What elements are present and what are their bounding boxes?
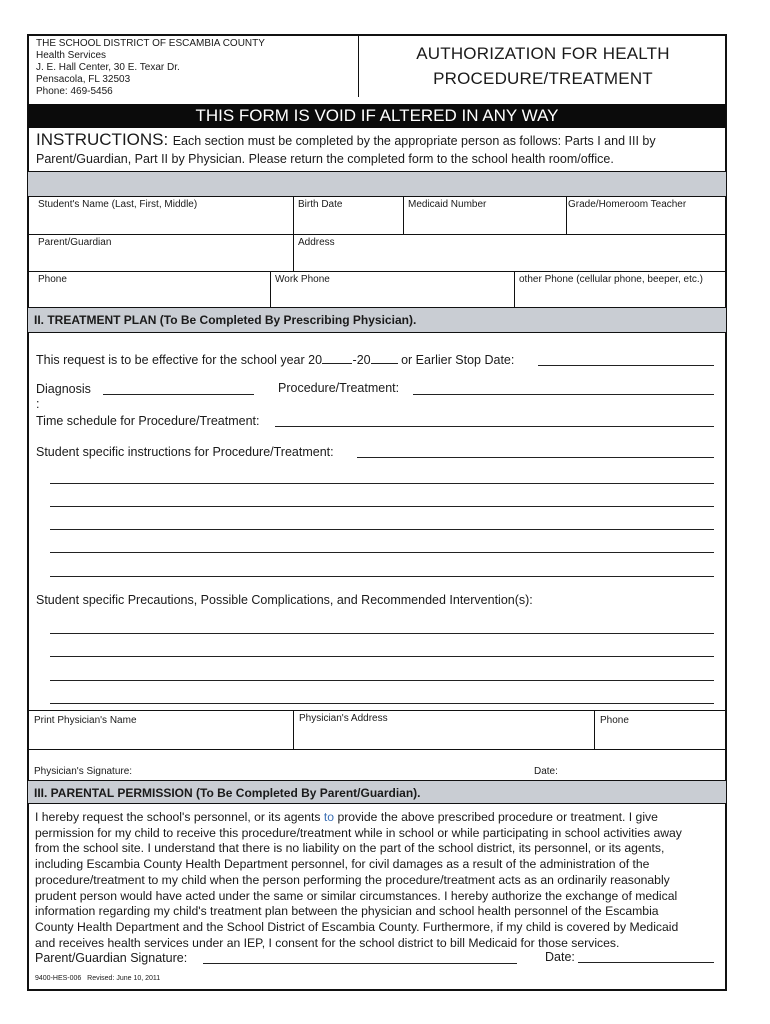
part1-row-divider-2 xyxy=(28,271,726,272)
physician-phone-field[interactable] xyxy=(597,728,724,747)
medicaid-number-field[interactable] xyxy=(406,212,563,232)
physician-date-field[interactable] xyxy=(566,756,721,778)
part1-col-divider-1 xyxy=(293,197,294,271)
form-title-line2: PROCEDURE/TREATMENT xyxy=(433,69,653,88)
physician-address-field[interactable] xyxy=(296,726,591,747)
stop-date-field[interactable] xyxy=(538,365,714,366)
physician-row-top xyxy=(28,710,726,711)
part1-col-divider-2 xyxy=(403,197,404,234)
instructions xyxy=(36,128,656,152)
form-title-line1: AUTHORIZATION FOR HEALTH xyxy=(416,44,670,63)
medicaid-number-label: Medicaid Number xyxy=(408,199,487,210)
instructions-heading: INSTRUCTIONS: xyxy=(36,130,169,149)
grade-teacher-label: Grade/Homeroom Teacher xyxy=(568,199,687,210)
birth-date-label: Birth Date xyxy=(298,199,343,210)
permission-line-7: information regarding my child's treatment plan between the physician and school health personnel of the Escambia xyxy=(35,904,659,919)
instructions-line-2[interactable] xyxy=(50,506,714,507)
part1-row-divider-1 xyxy=(28,234,726,235)
permission-line-9: and receives health services under an IEP, I consent for the school district to bill Medicaid for those services. xyxy=(35,935,620,950)
phone-field[interactable] xyxy=(30,287,268,305)
part1-col-divider-5 xyxy=(514,271,515,307)
instructions-line-4[interactable] xyxy=(50,552,714,553)
parent-signature-field[interactable] xyxy=(203,963,517,964)
other-phone-label: other Phone (cellular phone, beeper, etc.) xyxy=(519,274,704,285)
permission-line-2: permission for my child to receive this procedure/treatment while in school or while participating in school activities away xyxy=(35,825,682,840)
effective-suffix: or Earlier Stop Date: xyxy=(401,353,515,367)
specific-instructions-label: Student specific instructions for Procedure/Treatment: xyxy=(36,445,334,459)
physician-signature-label: Physician's Signature: xyxy=(34,766,133,777)
precautions-label: Student specific Precautions, Possible Complications, and Recommended Intervention(s): xyxy=(36,593,533,607)
part2-heading: II. TREATMENT PLAN (To Be Completed By Prescribing Physician). xyxy=(28,307,726,333)
permission-text xyxy=(35,810,682,951)
header-divider xyxy=(358,35,359,97)
permission-line-8: County Health Department and the School District of Escambia County. Furthermore, if my child is covered by Medicaid xyxy=(35,919,679,934)
parent-guardian-field[interactable] xyxy=(30,250,290,269)
part3-heading: III. PARENTAL PERMISSION (To Be Completed By Parent/Guardian). xyxy=(28,780,726,804)
school-year-end-field[interactable] xyxy=(371,352,398,364)
time-schedule-field[interactable] xyxy=(275,426,714,427)
diagnosis-field[interactable] xyxy=(103,394,254,395)
instructions-line-5[interactable] xyxy=(50,576,714,577)
district-address: J. E. Hall Center, 30 E. Texar Dr. xyxy=(36,62,180,73)
instructions-line-1[interactable] xyxy=(50,483,714,484)
part1-col-divider-3 xyxy=(566,197,567,234)
birth-date-field[interactable] xyxy=(296,212,400,232)
effective-year-line xyxy=(36,352,514,368)
effective-mid: -20 xyxy=(352,353,371,367)
physician-col-divider-1 xyxy=(293,710,294,749)
precautions-line-4[interactable] xyxy=(50,703,714,704)
other-phone-field[interactable] xyxy=(517,287,724,305)
precautions-line-2[interactable] xyxy=(50,656,714,657)
district-city: Pensacola, FL 32503 xyxy=(36,74,131,85)
permission-line-1: I hereby request the school's personnel, or its agents to provide the above prescribed procedure or treatment. I give xyxy=(35,810,658,824)
phone-label: Phone xyxy=(38,274,67,285)
students-name-field[interactable] xyxy=(30,212,290,232)
precautions-line-3[interactable] xyxy=(50,680,714,681)
permission-line-6: prudent person would have acted under the same or similar circumstances. I hereby authorize the exchange of medical xyxy=(35,888,678,903)
diagnosis-colon: : xyxy=(36,397,40,411)
specific-instructions-field[interactable] xyxy=(357,457,714,458)
form-number: 9400-HES-006 Revised: June 10, 2011 xyxy=(35,975,161,982)
form-title xyxy=(360,42,726,91)
permission-line-3: from the school site. I understand that there is no liability on the part of the school district, its personnel, or its agents, xyxy=(35,841,665,856)
precautions-line-1[interactable] xyxy=(50,633,714,634)
instructions-line-3[interactable] xyxy=(50,529,714,530)
print-physician-name-label: Print Physician's Name xyxy=(34,715,137,726)
district-name: THE SCHOOL DISTRICT OF ESCAMBIA COUNTY xyxy=(36,38,265,49)
physician-row-bottom xyxy=(28,749,726,750)
parent-date-label: Date: xyxy=(545,950,575,964)
work-phone-label: Work Phone xyxy=(275,274,330,285)
physician-phone-label: Phone xyxy=(600,715,629,726)
district-info xyxy=(36,38,265,98)
department-name: Health Services xyxy=(36,50,107,61)
address-field[interactable] xyxy=(296,250,724,269)
permission-line-5: procedure/treatment to my child when the person performing the procedure/treatment acts as an ordinarily reasonably xyxy=(35,872,670,887)
students-name-label: Student's Name (Last, First, Middle) xyxy=(38,199,198,210)
physician-signature-field[interactable] xyxy=(135,756,515,778)
part1-header-bar xyxy=(28,171,726,197)
work-phone-field[interactable] xyxy=(273,287,512,305)
procedure-treatment-label: Procedure/Treatment: xyxy=(278,381,400,395)
void-notice: THIS FORM IS VOID IF ALTERED IN ANY WAY xyxy=(28,104,726,128)
instructions-text-2: Parent/Guardian, Part II by Physician. Please return the completed form to the school health room/office. xyxy=(36,152,614,166)
school-year-start-field[interactable] xyxy=(322,352,352,364)
parent-date-field[interactable] xyxy=(578,962,714,963)
physician-name-field[interactable] xyxy=(30,728,290,747)
effective-prefix: This request is to be effective for the school year 20 xyxy=(36,353,323,367)
parent-signature-label: Parent/Guardian Signature: xyxy=(35,951,188,965)
procedure-treatment-field[interactable] xyxy=(413,394,714,395)
grade-teacher-field[interactable] xyxy=(569,212,724,232)
time-schedule-label: Time schedule for Procedure/Treatment: xyxy=(36,414,260,428)
address-label: Address xyxy=(298,237,335,248)
diagnosis-label: Diagnosis xyxy=(36,382,91,396)
permission-line-4: including Escambia County Health Department personnel, for civil damages as a result of the administration of the xyxy=(35,857,650,872)
physician-col-divider-2 xyxy=(594,710,595,749)
physician-date-label: Date: xyxy=(534,766,558,777)
instructions-text-1: Each section must be completed by the appropriate person as follows: Parts I and III by xyxy=(172,134,656,148)
part1-col-divider-4 xyxy=(270,271,271,307)
district-phone: Phone: 469-5456 xyxy=(36,86,113,97)
parent-guardian-label: Parent/Guardian xyxy=(38,237,112,248)
physician-address-label: Physician's Address xyxy=(299,713,388,724)
